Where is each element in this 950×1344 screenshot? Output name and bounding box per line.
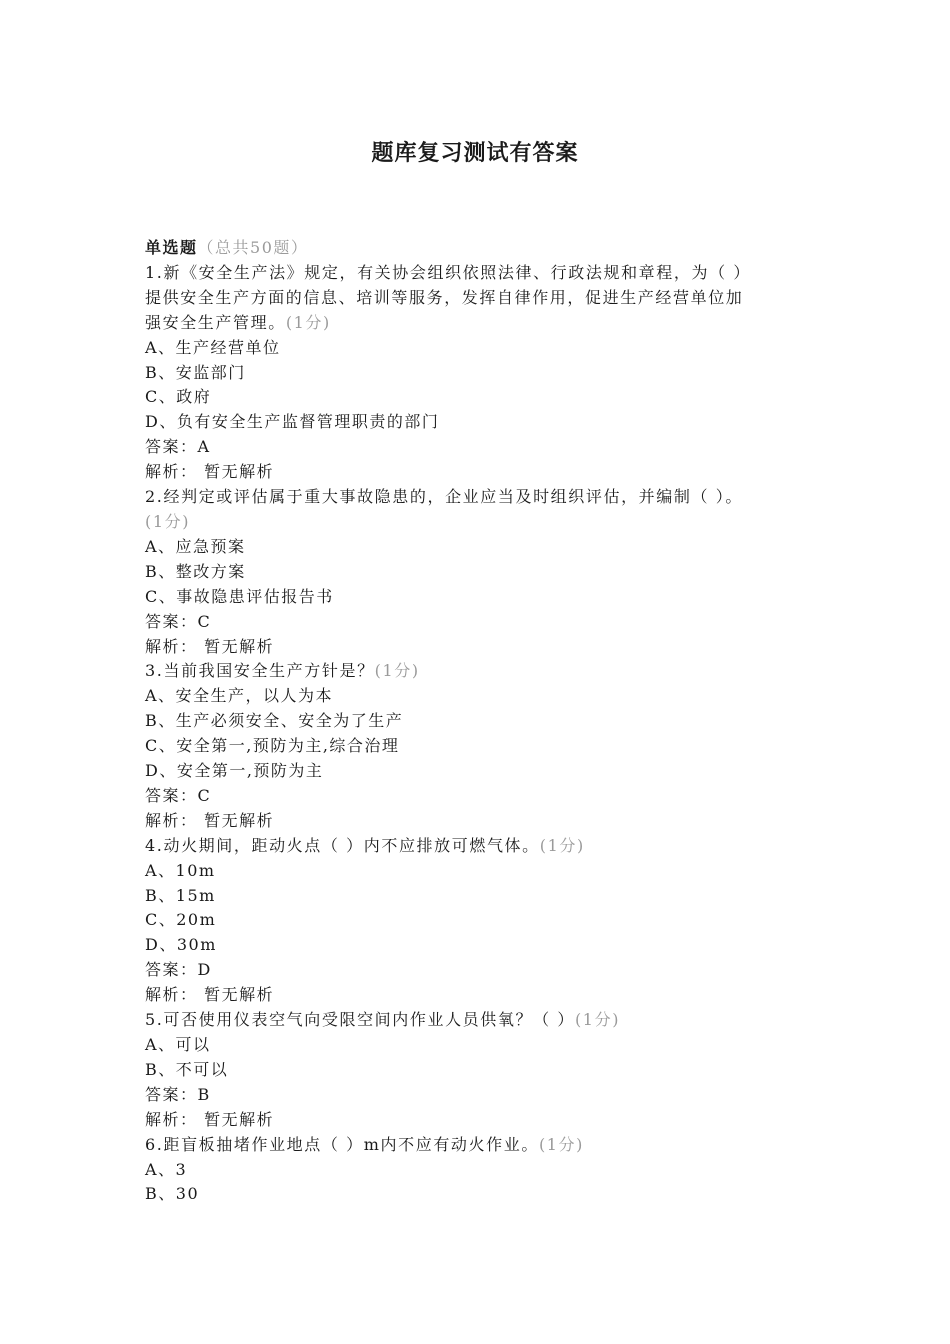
stem-text: 动火期间，距动火点（ ）内不应排放可燃气体。 [163, 835, 540, 855]
stem-line [145, 834, 805, 859]
option-a: A、生产经营单位 [145, 337, 281, 357]
analysis: 解析： 暂无解析 [145, 462, 275, 482]
stem-text: 提供安全生产方面的信息、培训等服务，发挥自律作用，促进生产经营单位加 [145, 287, 744, 307]
section-count: （总共50题） [197, 238, 309, 257]
stem-text: 当前我国安全生产方针是？ [163, 661, 375, 681]
answer: 答案：A [145, 437, 211, 457]
question-number: 2. [145, 487, 164, 507]
option-b: B、15m [145, 885, 216, 905]
stem-line [145, 1133, 805, 1158]
stem-line [145, 659, 805, 684]
option-a: A、可以 [145, 1035, 211, 1054]
option-b: B、安监部门 [145, 362, 246, 382]
stem-text: 强安全生产管理。 [145, 312, 286, 332]
option-d: D、30m [145, 935, 217, 955]
option-b: B、生产必须安全、安全为了生产 [145, 711, 404, 731]
option-a: A、应急预案 [145, 536, 246, 556]
question-points: (1分) [285, 312, 331, 332]
answer: 答案：B [145, 1084, 211, 1104]
analysis: 解析： 暂无解析 [145, 636, 275, 656]
stem-line [145, 261, 805, 286]
question-3 [145, 659, 805, 833]
stem-text: 距盲板抽堵作业地点（ ）m内不应有动火作业。 [163, 1134, 539, 1154]
option-a: A、安全生产，以人为本 [145, 686, 334, 706]
answer: 答案：C [145, 785, 212, 805]
stem-line [145, 1008, 805, 1033]
analysis: 解析： 暂无解析 [145, 1109, 275, 1129]
stem-text: 新《安全生产法》规定，有关协会组织依照法律、行政法规和章程，为（ ） [163, 262, 751, 282]
option-a: A、10m [145, 860, 216, 880]
question-2 [145, 485, 805, 659]
question-stem [145, 1008, 805, 1033]
stem-line [145, 485, 805, 510]
question-stem [145, 834, 805, 859]
option-b: B、30 [145, 1184, 200, 1204]
stem-line [145, 286, 805, 311]
question-number: 6. [145, 1134, 164, 1154]
question-4 [145, 834, 805, 1008]
option-c: C、事故隐患评估报告书 [145, 586, 334, 606]
stem-line [145, 311, 805, 336]
question-points: (1分) [374, 661, 420, 681]
question-stem [145, 261, 805, 336]
option-d: D、安全第一,预防为主 [145, 761, 324, 781]
option-a: A、3 [145, 1159, 188, 1179]
question-1 [145, 261, 805, 485]
question-5 [145, 1008, 805, 1133]
question-number: 4. [145, 835, 164, 855]
question-points: (1分) [145, 511, 191, 531]
option-c: C、政府 [145, 387, 212, 407]
stem-text: 可否使用仪表空气向受限空间内作业人员供氧？（ ） [163, 1010, 575, 1030]
question-number: 3. [145, 661, 164, 681]
question-number: 5. [145, 1010, 164, 1030]
document-body [145, 236, 805, 1207]
question-points: (1分) [574, 1010, 621, 1030]
option-b: B、整改方案 [145, 561, 246, 581]
question-stem [145, 1133, 805, 1158]
question-6 [145, 1133, 805, 1208]
question-stem [145, 659, 805, 684]
section-label: 单选题 [145, 238, 198, 257]
option-c: C、安全第一,预防为主,综合治理 [145, 736, 400, 756]
question-points: (1分) [539, 835, 585, 855]
answer: 答案：D [145, 960, 212, 980]
analysis: 解析： 暂无解析 [145, 985, 275, 1005]
option-c: C、20m [145, 910, 217, 930]
answer: 答案：C [145, 611, 212, 631]
option-d: D、负有安全生产监督管理职责的部门 [145, 412, 440, 432]
question-number: 1. [145, 262, 164, 282]
section-heading [145, 236, 805, 261]
option-b: B、不可以 [145, 1059, 229, 1079]
question-points: (1分) [538, 1134, 585, 1154]
question-stem [145, 485, 805, 535]
analysis: 解析： 暂无解析 [145, 810, 275, 830]
document-title: 题库复习测试有答案 [371, 140, 579, 166]
stem-text: 经判定或评估属于重大事故隐患的，企业应当及时组织评估，并编制（ ）。 [163, 487, 743, 507]
